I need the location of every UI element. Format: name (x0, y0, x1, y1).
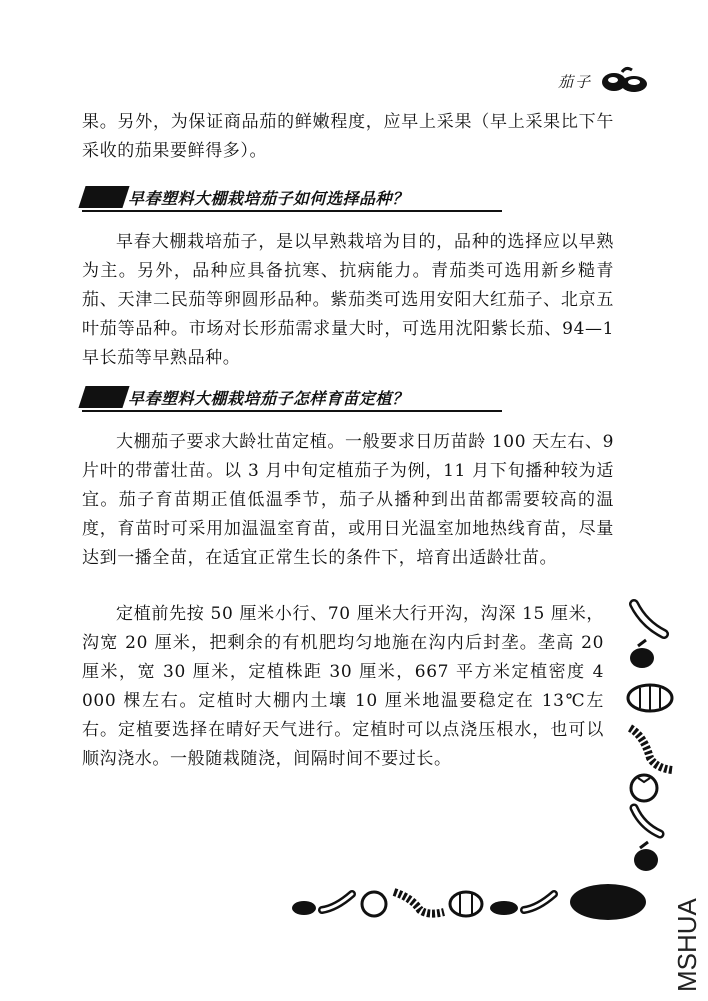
bitter-gourd-icon (630, 728, 672, 770)
paragraph-seedling: 大棚茄子要求大龄壮苗定植。一般要求日历苗龄 100 天左右、9 片叶的带蕾壮苗。以 3 月中旬定植茄子为例，11 月下旬播种较为适宜。茄子育苗期正值低温季节，茄子从播种到出苗都需要较高的温度，育苗时可采用加温温室育苗，或用日光温室加地热线育苗，尽量达到一播全苗，在适宜正常生长的条件下，培育出适龄壮苗。 (82, 432, 614, 568)
eggplant-icon (292, 901, 316, 915)
vegetable-decoration-column (620, 596, 680, 876)
bitter-gourd-icon (394, 892, 444, 914)
tomato-icon (631, 775, 657, 801)
running-head (558, 66, 650, 96)
cucumber-icon (322, 894, 352, 910)
vegetable-decoration-row (290, 878, 650, 928)
paragraph-continued: 果。另外，为保证商品茄的鲜嫩程度，应早上采果（早上采果比下午采收的茄果要鲜得多）。 (82, 112, 614, 161)
question-text: 早春塑料大棚栽培茄子怎样育苗定植？ (128, 388, 409, 408)
pumpkin-icon (628, 685, 672, 711)
svg-text:MSHUA: MSHUA (672, 898, 702, 992)
question-heading-variety (82, 184, 502, 212)
eggplant-icon (634, 842, 658, 871)
question-heading-seedling (82, 384, 502, 412)
eggplant-cluster-icon (600, 66, 650, 96)
pumpkin-icon (450, 892, 482, 916)
eggplant-icon (630, 640, 654, 668)
tomato-icon (362, 892, 386, 916)
running-title: 茄子 (558, 72, 593, 91)
cucumber-icon (634, 808, 660, 834)
eggplant-icon (490, 901, 518, 915)
question-text: 早春塑料大棚栽培茄子如何选择品种？ (128, 188, 409, 208)
paragraph-planting: 定植前先按 50 厘米小行、70 厘米大行开沟，沟深 15 厘米，沟宽 20 厘米，把剩余的有机肥均匀地施在沟内后封垄。垄高 20 厘米，宽 30 厘米，定植株距 30 厘米，667 平方米定植密度 4 000 棵左右。定植时大棚内土壤 10 厘米地温要稳定在 13℃左右。定植要选择在晴好天气进行。定植时可以点浇压根水，也可以顺沟浇水。一般随栽随浇，间隔时间不要过长。 (82, 604, 604, 769)
watermark (666, 884, 706, 994)
paragraph-variety: 早春大棚栽培茄子，是以早熟栽培为目的，品种的选择应以早熟为主。另外，品种应具备抗寒、抗病能力。青茄类可选用新乡糙青茄、天津二民茄等卵圆形品种。紫茄类可选用安阳大红茄子、北京五叶茄等品种。市场对长形茄需求量大时，可选用沈阳紫长茄、94—1 早长茄等早熟品种。 (82, 232, 614, 368)
cucumber-icon (634, 604, 664, 634)
cucumber-icon (524, 894, 554, 910)
question-marker-icon (78, 386, 129, 408)
dark-leaf-icon (570, 884, 646, 920)
question-marker-icon (78, 186, 129, 208)
